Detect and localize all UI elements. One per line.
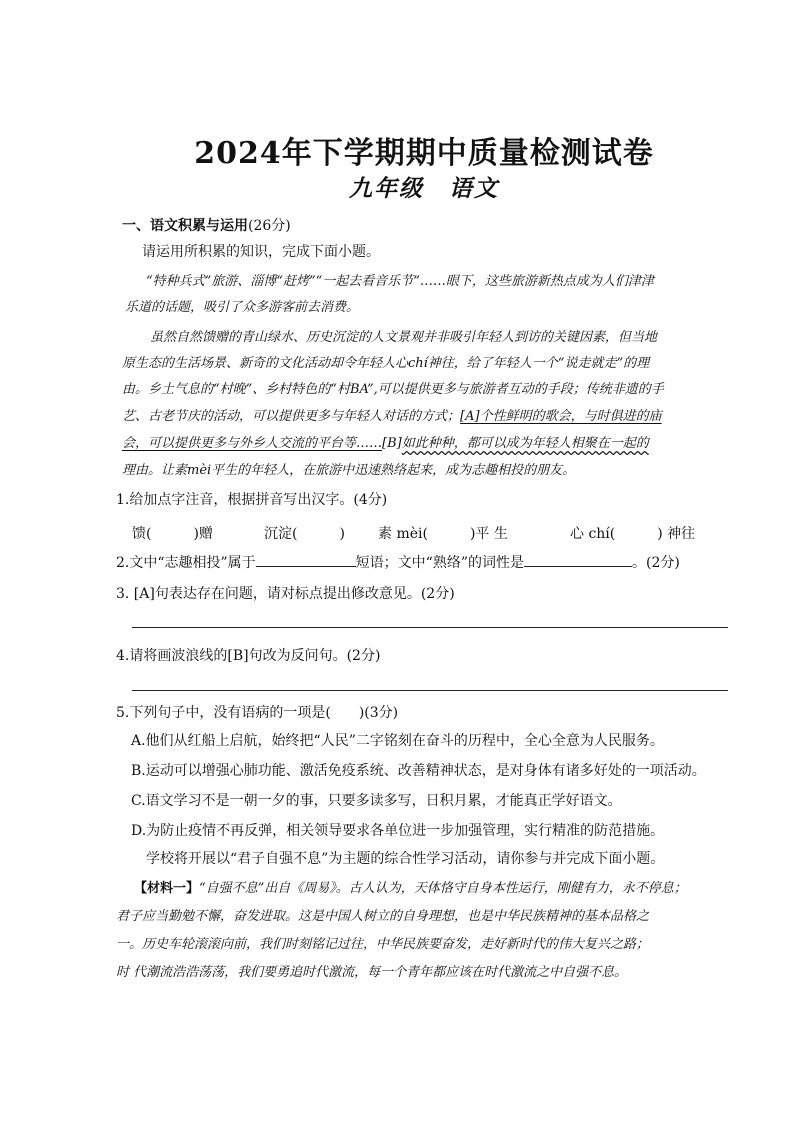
q2-text-part2: 短语；文中“熟络”的词性是	[355, 555, 524, 571]
passage2-line-5	[122, 434, 649, 454]
q2-text-part3: 。(2分)	[632, 555, 680, 571]
q5-option-a: A.他们从红船上启航，始终把“人民”二字铭刻在奋斗的历程中，全心全意为人民服务。	[131, 733, 664, 749]
question-1: 1.给加点字注音，根据拼音写出汉字。(4分)	[116, 492, 388, 508]
q1-item-2: 沉淀( )	[264, 526, 345, 542]
question-3: 3. [A]句表达存在问题，请对标点提出修改意见。(2分)	[116, 586, 455, 602]
material1-label: 【材料一】	[134, 881, 200, 896]
q1-item-3: 素 mèi( )平 生	[378, 526, 508, 542]
material1-line-3: 一。历史车轮滚滚向前，我们时刻铭记过往，中华民族要奋发，走好新时代的伟大复兴之路；	[116, 937, 650, 952]
question-5: 5.下列句子中，没有语病的一项是( )(3分)	[116, 705, 399, 721]
q1-item-1: 馈( )赠	[132, 526, 213, 542]
q5-option-c: C.语文学习不是一朝一夕的事，只要多读多写，日积月累，才能真正学好语文。	[131, 793, 622, 809]
passage2-line-4	[122, 407, 662, 427]
material1-line-4: 时 代潮流浩浩荡荡，我们要勇追时代激流，每一个青年都应该在时代激流之中自强不息。	[116, 965, 628, 980]
passage2-line-3: 由。乡土气息的“村晚”、乡村特色的“村BA”,可以提供更多与旅游者互动的手段；传统非遗的手	[122, 382, 664, 397]
exam-subtitle: 九年级 语文	[349, 175, 499, 202]
material1-line-1	[134, 879, 687, 899]
section-heading	[122, 216, 291, 236]
section-heading-score: (26分)	[248, 218, 291, 234]
passage2-line-6: 理由。让素mèi平生的年轻人，在旅游中迅速熟络起来，成为志趣相投的朋友。	[122, 463, 576, 478]
section-instruction: 请运用所积累的知识，完成下面小题。	[142, 244, 380, 260]
q3-answer-line[interactable]	[132, 627, 728, 628]
question-2	[116, 552, 680, 573]
activity-intro: 学校将开展以“君子自强不息”为主题的综合性学习活动，请你参与并完成下面小题。	[146, 851, 665, 867]
q5-option-b: B.运动可以增强心肺功能、激活免疫系统、改善精神状态，是对身体有诸多好处的一项活动。	[131, 763, 706, 779]
passage1-line-2: 乐道的话题，吸引了众多游客前去消费。	[125, 300, 360, 315]
passage2-line-2: 原生态的生活场景、新奇的文化活动却令年轻人心chí神往，给了年轻人一个“说走就走”的理	[122, 356, 650, 371]
section-heading-text: 一、语文积累与运用	[122, 218, 248, 234]
q2-text-part1: 2.文中“志趣相投”属于	[116, 555, 256, 571]
exam-title: 2024年下学期期中质量检测试卷	[194, 136, 654, 171]
sentence-a-marker: [A]	[460, 409, 480, 424]
passage2-line-4-text: 艺、古老节庆的活动，可以提供更多与年轻人对话的方式；	[122, 409, 461, 424]
passage1-line-1: “特种兵式”旅游、淄博“赶烤”“一起去看音乐节”……眼下，这些旅游新热点成为人们津津	[146, 274, 654, 289]
passage2-line-1: 虽然自然馈赠的青山绿水、历史沉淀的人文景观并非吸引年轻人到访的关键因素，但当地	[150, 330, 658, 345]
q5-option-d: D.为防止疫情不再反弹，相关领导要求各单位进一步加强管理，实行精准的防范措施。	[131, 823, 665, 839]
material1-line-1-text: “自强不息”出自《周易》。古人认为，天体恪守自身本性运行，刚健有力，永不停息；	[199, 881, 687, 896]
question-4: 4.请将画波浪线的[B]句改为反问句。(2分)	[116, 648, 381, 664]
sentence-b-marker: [B]	[382, 436, 402, 451]
q2-blank-1[interactable]	[256, 552, 356, 567]
sentence-a-part1: 个性鲜明的歌会，与时俱进的庙	[479, 409, 662, 424]
q1-item-4: 心 chí( ) 神往	[570, 526, 696, 542]
material1-line-2: 君子应当勤勉不懈，奋发进取。这是中国人树立的自身理想，也是中华民族精神的基本品格之	[116, 909, 650, 924]
sentence-b-text: 如此种种，都可以成为年轻人相聚在一起的	[401, 436, 649, 451]
q2-blank-2[interactable]	[524, 552, 632, 567]
sentence-a-part2: 会，可以提供更多与外乡人交流的平台等……	[122, 436, 383, 451]
q4-answer-line[interactable]	[132, 690, 728, 691]
